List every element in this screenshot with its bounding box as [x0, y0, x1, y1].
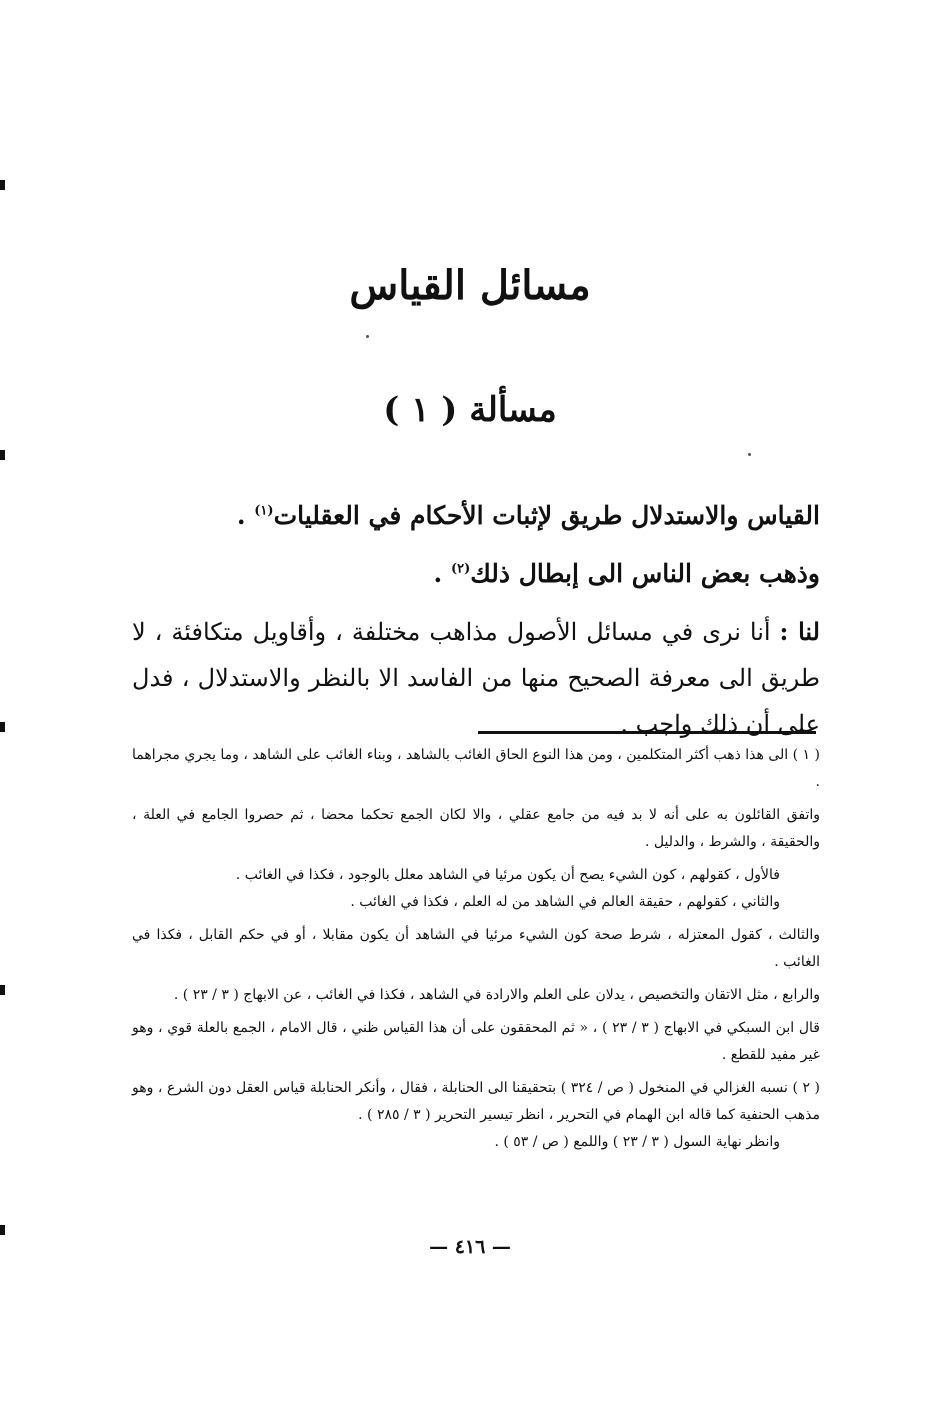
proof-lead: لنا :: [779, 617, 820, 646]
proof-paragraph: [132, 609, 820, 747]
thesis-line-1: [132, 487, 820, 545]
scan-edge-mark: [0, 722, 5, 732]
thesis-line-2: [132, 545, 820, 603]
footnote-paragraph: والرابع ، مثل الاتقان والتخصيص ، يدلان على العلم والارادة في الشاهد ، فكذا في الغائب ، عن الابهاج ( ٣ / ٢٣ ) .: [173, 987, 820, 1003]
thesis-text: وذهب بعض الناس الى إبطال ذلك: [470, 559, 820, 588]
footnote-paragraph: فالأول ، كقولهم ، كون الشيء يصح أن يكون مرئيا في الشاهد معلل بالوجود ، فكذا في الغائب .: [235, 867, 780, 883]
scan-edge-mark: [0, 450, 5, 460]
issue-title: مسألة ( ١ ): [383, 390, 557, 430]
footnote-paragraph: والثاني ، كقولهم ، حقيقة العالم في الشاهد من له العلم ، فكذا في الغائب .: [350, 894, 780, 910]
footnote-paragraph: والثالث ، كقول المعتزله ، شرط صحة كون الشيء مرئيا في الشاهد أن يكون مقابلا ، أو في حكم القابل ، فكذا في الغائب .: [132, 927, 820, 970]
scan-edge-mark: [0, 985, 5, 995]
footnote-paragraph: واتفق القائلون به على أنه لا بد فيه من جامع عقلي ، والا لكان الجمع تحكما محضا ، ثم حصروا الجامع في العلة ، والحقيقة ، والشرط ، والدليل .: [132, 807, 820, 850]
chapter-title: مسائل القياس: [349, 262, 591, 309]
footnote-ref-2: (٢): [450, 561, 471, 577]
scan-edge-mark: [0, 1225, 5, 1235]
scan-speck: [366, 335, 369, 338]
footnote-paragraph: ( ٢ ) نسبه الغزالي في المنخول ( ص / ٣٢٤ ) بتحقيقنا الى الحنابلة ، فقال ، وأنكر الحنابلة قياس العقل دون الشرع ، وهو مذهب الحنفية كما قاله ابن الهمام في التحرير ، انظر تيسير التحرير ( ٣ / ٢٨٥ ) .: [132, 1080, 820, 1123]
footnotes: [132, 742, 820, 1162]
thesis-end: .: [433, 559, 451, 588]
thesis-end: .: [236, 501, 255, 530]
footnote-divider: [478, 731, 816, 734]
scan-edge-mark: [0, 180, 5, 190]
footnote-ref-1: (١): [254, 503, 274, 519]
proof-text: أنا نرى في مسائل الأصول مذاهب مختلفة ، وأقاويل متكافئة ، لا طريق الى معرفة الصحيح منها من الفاسد الا بالنظر والاستدلال ، فدل على أن ذلك واجب .: [132, 618, 820, 738]
page-number: — ٤١٦ —: [429, 1236, 511, 1258]
scan-speck: [748, 453, 751, 456]
footnote-paragraph: ( ١ ) الى هذا ذهب أكثر المتكلمين ، ومن هذا النوع الحاق الغائب بالشاهد ، وبناء الغائب على الشاهد ، وما يجري مجراهما .: [132, 747, 820, 790]
footnote-paragraph: قال ابن السبكي في الابهاج ( ٣ / ٢٣ ) ، « ثم المحققون على أن هذا القياس ظني ، قال الامام ، الجمع بالعلة قوي ، وهو غير مفيد للقطع .: [132, 1020, 820, 1063]
thesis-text: القياس والاستدلال طريق لإثبات الأحكام في العقليات: [273, 501, 820, 530]
footnote-paragraph: وانظر نهاية السول ( ٣ / ٢٣ ) واللمع ( ص / ٥٣ ) .: [494, 1134, 780, 1150]
